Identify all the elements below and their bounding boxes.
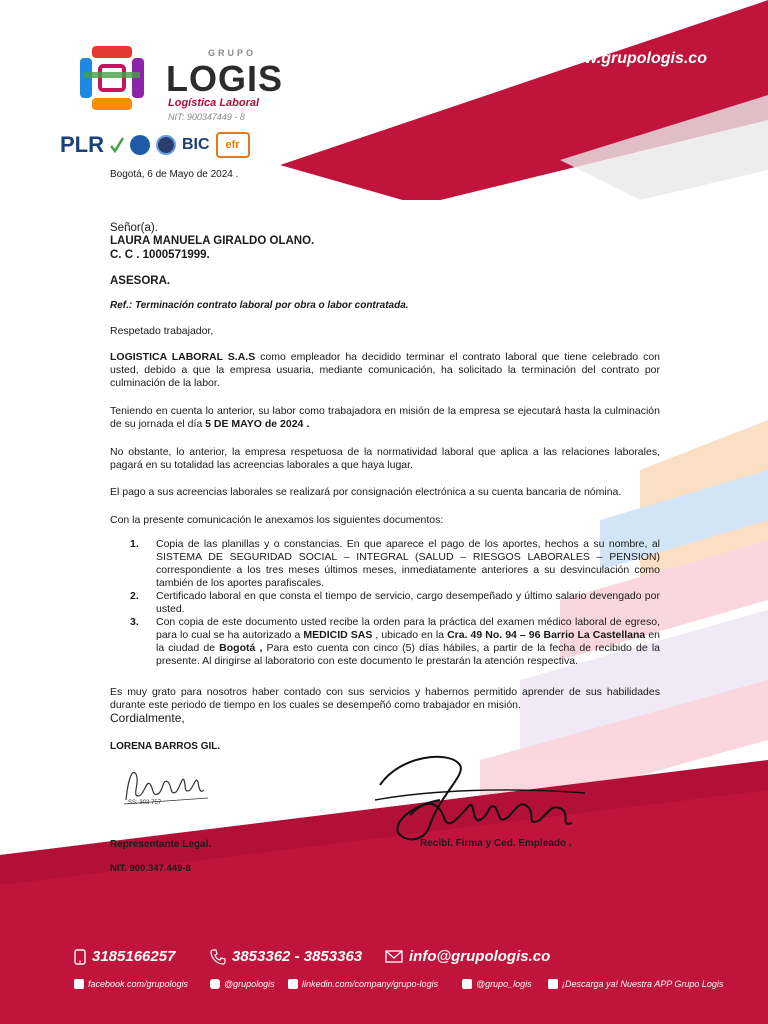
list-item: 2. Certificado laboral en que consta el tiempo de servicio, cargo desempeñado y último salario devengado por usted. (130, 590, 660, 615)
footer-facebook[interactable]: facebook.com/grupologis (74, 979, 188, 989)
brand-tagline: Logística Laboral (168, 97, 260, 109)
greeting: Respetado trabajador, (110, 325, 214, 337)
paragraph-payment-obligation: No obstante, lo anterior, la empresa respetuosa de la normatividad laboral que aplica a las relaciones laborales, pagará en su totalidad las acreencias laborales a que haya lugar. (110, 446, 660, 471)
instagram-icon (210, 979, 220, 989)
download-icon (548, 979, 558, 989)
signer-role: Representante Legal. (110, 839, 212, 850)
recipient-name: LAURA MANUELA GIRALDO OLANO. (110, 235, 315, 247)
letter-date: Bogotá, 6 de Mayo de 2024 . (110, 169, 239, 180)
cert-bic: BIC (182, 136, 210, 153)
globe-icon (533, 50, 553, 70)
checkmark-icon (110, 137, 124, 153)
footer-instagram[interactable]: @grupologis (210, 979, 275, 989)
signer-nit: NIT. 900.347.449-8 (110, 863, 191, 874)
footer-phone-fixed[interactable]: 3853362 - 3853363 (210, 948, 362, 965)
globe-seal-icon (156, 135, 176, 155)
grupo-logis-logo-icon (74, 40, 164, 130)
list-item: 1. Copia de las planillas y o constancias. En que aparece el pago de los aportes, hechos a su nombre, al SISTEMA DE SEGURIDAD SOCIAL – INTEGRAL (SALUD – RIESGOS LABORALES – PENSION) correspondiente a los tres meses últimos meses, inmediatamente anteriores a su desvinculación como también de los aportes parafiscales. (130, 538, 660, 589)
receiver-label: Recibí. Firma y Ced. Empleado . (420, 838, 572, 849)
footer-linkedin[interactable]: linkedin.com/company/grupo-logis (288, 979, 438, 989)
phone-icon (210, 949, 226, 965)
paragraph-closing: Es muy grato para nosotros haber contado con sus servicios y habernos permitido aprender de sus habilidades durante este periodo de tiempo en los cuales se desempeñó como trabajador en misión. (110, 686, 660, 711)
list-item: 3. Con copia de este documento usted recibe la orden para la práctica del examen médico laboral de egreso, para lo cual se ha autorizado a MEDICID SAS , ubicado en la Cra. 49 No. 94 – 96 Barrio La Castellana en la ciudad de Bogotá , Para esto cuenta con cinco (5) días hábiles, a partir de la fecha de recibido de la presente. Al dirigirse al laboratorio con este documento le prestarán la atención respectiva. (130, 616, 661, 667)
paragraph-termination: LOGISTICA LABORAL S.A.S como empleador ha decidido terminar el contrato laboral que tiene celebrado con usted, debido a que la empresa usuaria, mediante comunicación, ha solicitado la terminación del contrato por culminación de la labor. (110, 351, 660, 389)
cert-plr: PLR (60, 132, 104, 157)
closing: Cordialmente, (110, 711, 185, 725)
mail-icon (385, 950, 403, 963)
linkedin-icon (288, 979, 298, 989)
paragraph-attachments-intro: Con la presente comunicación le anexamos los siguientes documentos: (110, 514, 444, 526)
footer-twitter[interactable]: @grupo_logis (462, 979, 532, 989)
paragraph-end-date: Teniendo en cuenta lo anterior, su labor como trabajadora en misión de la empresa se ejecutará hasta la culminación de su jornada el día 5 DE MAYO de 2024 . (110, 405, 660, 430)
brand-name: LOGIS (166, 58, 284, 99)
footer-email[interactable]: info@grupologis.co (385, 948, 550, 965)
salutation-label: Señor(a). (110, 222, 158, 234)
website-link[interactable]: www.grupologis.co (560, 50, 707, 67)
certification-seal-icon (130, 135, 150, 155)
attachments-list (130, 538, 660, 668)
paragraph-payment-method: El pago a sus acreencias laborales se realizará por consignación electrónica a su cuenta bancaria de nómina. (110, 486, 622, 498)
signature-employee (370, 745, 590, 850)
cert-efr: efr (216, 132, 250, 158)
signer-name: LORENA BARROS GIL. (110, 741, 221, 752)
reference-line: Ref.: Terminación contrato laboral por obra o labor contratada. (110, 300, 409, 311)
facebook-icon (74, 979, 84, 989)
brand-group: GRUPO (208, 48, 257, 58)
signature-id: SS: 303 757 (128, 800, 162, 806)
recipient-id: C. C . 1000571999. (110, 249, 210, 261)
footer-phone-mobile[interactable]: 3185166257 (74, 948, 175, 965)
mobile-phone-icon (74, 949, 86, 965)
footer-app[interactable]: ¡Descarga ya! Nuestra APP Grupo Logis (548, 979, 723, 989)
company-name: LOGISTICA LABORAL S.A.S (110, 351, 256, 363)
certifications-row (60, 130, 250, 160)
recipient-role: ASESORA. (110, 275, 171, 287)
end-date: 5 DE MAYO de 2024 . (205, 418, 310, 430)
twitter-icon (462, 979, 472, 989)
brand-nit: NIT: 900347449 - 8 (168, 112, 245, 122)
